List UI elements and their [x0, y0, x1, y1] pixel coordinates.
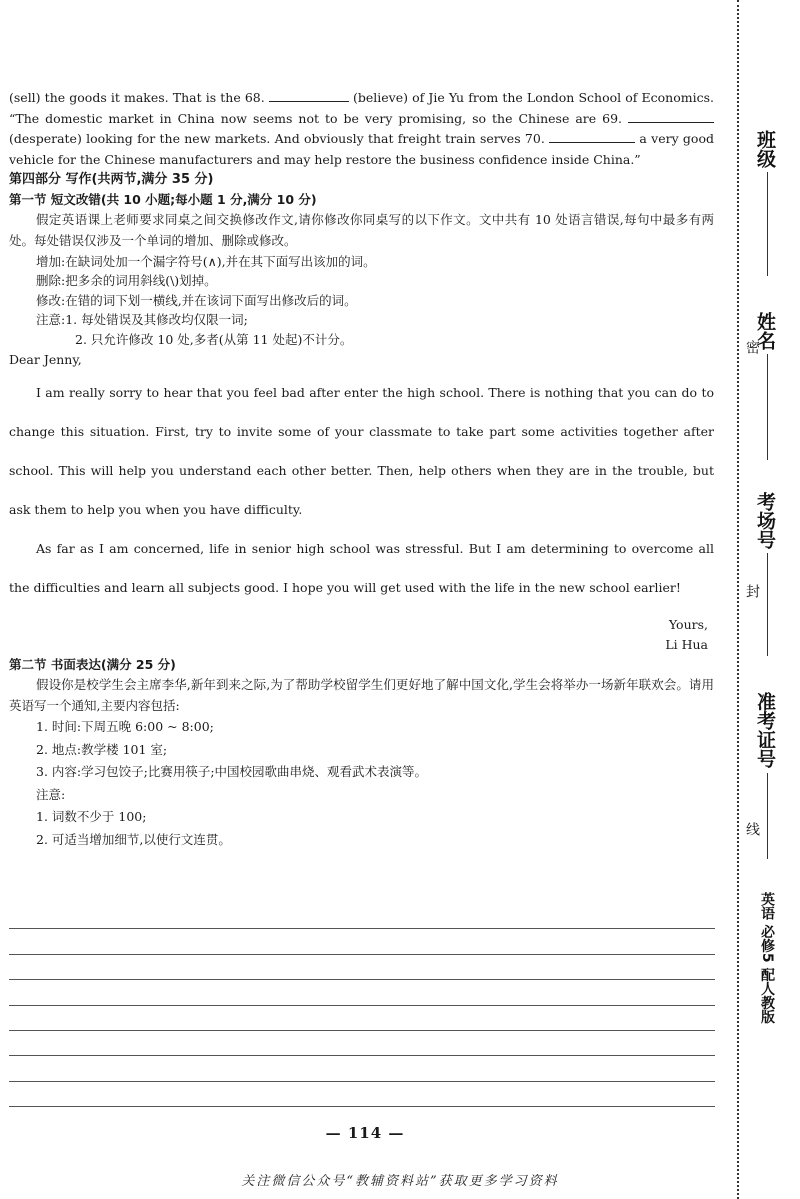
section1-instructions: 假定英语课上老师要求同桌之间交换修改作文,请你修改你同桌写的以下作文。文中共有 10 处语言错误,每句中最多有两处。每处错误仅涉及一个单词的增加、删除或修改。: [9, 212, 714, 248]
rule-add: 增加:在缺词处加一个漏字符号(∧),并在其下面写出该加的词。: [36, 253, 376, 269]
class-field[interactable]: [767, 172, 768, 276]
writing-line[interactable]: [9, 1031, 715, 1056]
admission-id-label: 准考证号: [754, 692, 776, 768]
writing-line[interactable]: [9, 1056, 715, 1081]
rule-delete: 删除:把多余的词用斜线(\)划掉。: [36, 273, 217, 289]
blank-70[interactable]: [549, 129, 635, 143]
section2-title: 第二节 书面表达(满分 25 分): [9, 657, 176, 673]
task-item-2: 2. 地点:教学楼 101 室;: [36, 741, 168, 757]
name-label: 姓名: [754, 312, 776, 350]
seal-mark: 线: [744, 822, 760, 836]
letter-closing: Yours,: [668, 617, 708, 633]
writing-line[interactable]: [9, 955, 715, 980]
binding-dotted-line: [737, 0, 739, 1199]
writing-line[interactable]: [9, 1082, 715, 1107]
note-1: 注意:1. 每处错误及其修改均仅限一词;: [36, 312, 248, 328]
writing-line[interactable]: [9, 929, 715, 954]
writing-line[interactable]: [9, 980, 715, 1005]
note-item-1: 1. 词数不少于 100;: [36, 809, 147, 825]
note-label: 注意:: [36, 786, 66, 802]
passage-text: (desperate) looking for the new markets. And obviously that freight train serves 70.: [9, 131, 545, 147]
passage-end: [9, 88, 714, 170]
admission-id-field[interactable]: [767, 773, 768, 859]
writing-area[interactable]: [9, 904, 715, 1107]
note-item-2: 2. 可适当增加细节,以使行文连贯。: [36, 831, 231, 847]
book-info: 英语 必修5 配人教版: [759, 892, 775, 1024]
letter-signature: Li Hua: [665, 637, 708, 653]
exam-room-field[interactable]: [767, 553, 768, 656]
exam-content: [9, 88, 714, 851]
passage-text: (believe) of Jie Yu from the London School of Economics. “The domestic market in China now seems not to be very promising, so the Chinese are 69.: [9, 90, 714, 126]
passage-text: (sell) the goods it makes. That is the 68.: [9, 90, 265, 105]
part4-title: 第四部分 写作(共两节,满分 35 分): [9, 172, 214, 188]
writing-line[interactable]: [9, 1006, 715, 1031]
section2-instructions: 假设你是校学生会主席李华,新年到来之际,为了帮助学校留学生们更好地了解中国文化,学生会将举办一场新年联欢会。请用英语写一个通知,主要内容包括:: [9, 677, 714, 713]
blank-68[interactable]: [269, 88, 349, 102]
blank-69[interactable]: [628, 109, 714, 123]
rule-modify: 修改:在错的词下划一横线,并在该词下面写出修改后的词。: [36, 292, 357, 308]
page-number: — 114 —: [325, 1124, 405, 1142]
seal-mark: 密: [744, 340, 760, 354]
footer-note: 关注微信公众号“教辅资料站”获取更多学习资料: [241, 1174, 559, 1189]
exam-room-label: 考场号: [754, 492, 776, 549]
letter-paragraph-2: As far as I am concerned, life in senior high school was stressful. But I am determining to overcome all the difficulties and learn all subjects good. I hope you will get used with the life in the new school earlier!: [9, 541, 714, 596]
task-item-3: 3. 内容:学习包饺子;比赛用筷子;中国校园歌曲串烧、观看武术表演等。: [36, 764, 428, 780]
task-item-1: 1. 时间:下周五晚 6:00 ~ 8:00;: [36, 719, 214, 735]
passage-text: a very good vehicle for the Chinese manufacturers and may help restore the business confidence inside China.”: [9, 131, 714, 167]
note-2: 2. 只允许修改 10 处,多者(从第 11 处起)不计分。: [75, 331, 353, 347]
name-field[interactable]: [767, 354, 768, 460]
letter-salutation: Dear Jenny,: [9, 352, 82, 368]
seal-mark: 封: [744, 584, 760, 598]
letter-paragraph-1: I am really sorry to hear that you feel bad after enter the high school. There is nothing that you can do to change this situation. First, try to invite some of your classmate to take part some activities together after school. This will help you understand each other better. Then, help others when they are in the trouble, but ask them to help you when you have difficulty.: [9, 385, 714, 518]
class-label: 班级: [754, 130, 776, 168]
writing-line[interactable]: [9, 904, 715, 929]
section1-title: 第一节 短文改错(共 10 小题;每小题 1 分,满分 10 分): [9, 192, 317, 208]
